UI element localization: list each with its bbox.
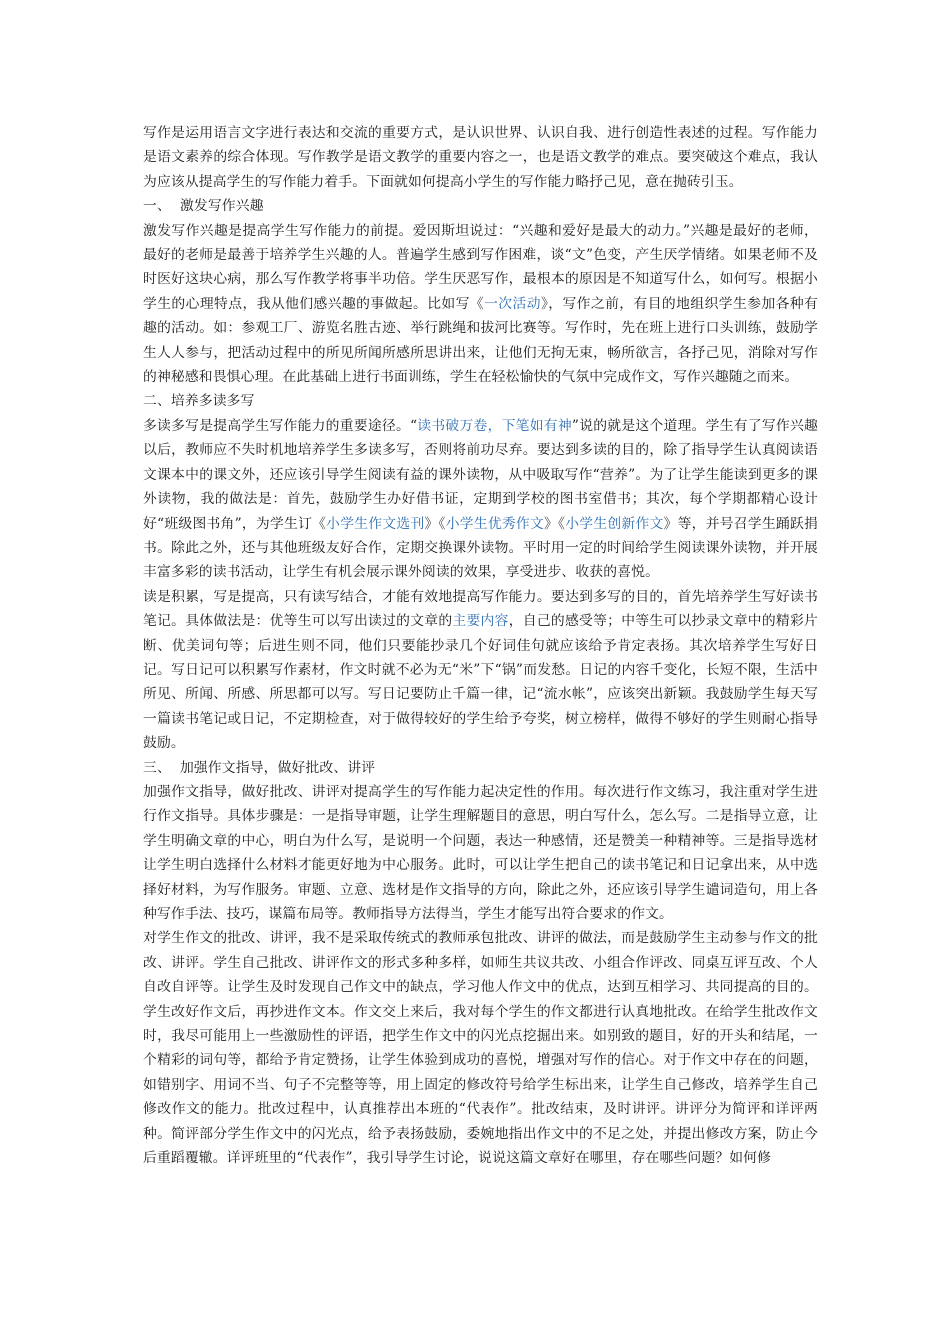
section-2-heading: 二、培养多读多写 xyxy=(143,393,255,410)
section-3-paragraph-2: 对学生作文的批改、讲评，我不是采取传统式的教师承包批改、讲评的做法，而是鼓励学生主动参与作文的批改、讲评。学生自己批改、讲评作文的形式多种多样，如师生共议共改、小组合作评改、同桌互评互改、个人自改自评等。让学生及时发现自己作文中的缺点，学习他人作文中的优点，达到互相学习、共同提高的目的。学生改好作文后，再抄进作文本。作文交上来后，我对每个学生的作文都进行认真地批改。在给学生批改作文时，我尽可能用上一些激励性的评语，把学生作文中的闪光点挖掘出来。如别致的题目，好的开头和结尾，一个精彩的词句等，都给予肯定赞扬，让学生体验到成功的喜悦，增强对写作的信心。对于作文中存在的问题，如错别字、用词不当、句子不完整等等，用上固定的修改符号给学生标出来，让学生自己修改，培养学生自己修改作文的能力。批改过程中，认真推荐出本班的“代表作”。批改结束，及时讲评。讲评分为简评和详评两种。简评部分学生作文中的闪光点，给予表扬鼓励，委婉地指出作文中的不足之处，并提出修改方案，防止今后重蹈覆辙。详评班里的“代表作”，我引导学生讨论，说说这篇文章好在哪里，存在哪些问题？如何修 xyxy=(143,930,818,1167)
section-3-heading: 三、 加强作文指导，做好批改、讲评 xyxy=(143,759,376,776)
section-2-paragraph-1 xyxy=(143,414,818,585)
section-2-paragraph-2 xyxy=(143,585,818,756)
section-1-paragraph xyxy=(143,219,818,390)
section-2-p2-text-a: 读是积累，写是提高，只有读写结合，才能有效地提高写作能力。要达到多写的目的，首先培养学生写好读书笔记。具体做法是：优等生可以写出读过的文章的 xyxy=(143,588,818,630)
link-xiao-xue-sheng-you-xiu-zuo-wen[interactable]: 小学生优秀作文 xyxy=(445,515,545,532)
document-page xyxy=(143,121,818,1170)
section-2-text-e: 》等，并号召学生踊跃捐书。除此之外，还与其他班级友好合作，定期交换课外读物。平时用一定的时间给学生阅读课外读物，并开展丰富多彩的读书活动，让学生有机会展示课外阅读的效果，享受进步、收获的喜悦。 xyxy=(143,515,818,581)
section-2-text-c: 》《 xyxy=(424,515,446,532)
link-xiao-xue-sheng-chuang-xin-zuo-wen[interactable]: 小学生创新作文 xyxy=(565,515,664,532)
section-2-text-d: 》《 xyxy=(544,515,566,532)
link-yi-ci-huo-dong[interactable]: 一次活动 xyxy=(484,295,541,312)
section-2-text-b: ”说的就是这个道理。学生有了写作兴趣以后，教师应不失时机地培养学生多读多写，否则将前功尽弃。要达到多读的目的，除了指导学生认真阅读语文课本中的课文外，还应该引导学生阅读有益的课外读物，从中吸取写作“营养”。为了让学生能读到更多的课外读物，我的做法是：首先，鼓励学生办好借书证，定期到学校的图书室借书；其次，每个学期都精心设计好“班级图书角”，为学生订《 xyxy=(143,417,818,532)
link-xiao-xue-sheng-zuo-wen-xuan-kan[interactable]: 小学生作文选刊 xyxy=(326,515,425,532)
link-du-shu-po-wan-juan[interactable]: 读书破万卷，下笔如有神 xyxy=(417,417,572,434)
section-3-paragraph-1: 加强作文指导，做好批改、讲评对提高学生的写作能力起决定性的作用。每次进行作文练习，我注重对学生进行作文指导。具体步骤是：一是指导审题，让学生理解题目的意思，明白写什么，怎么写。二是指导立意，让学生明确文章的中心，明白为什么写，是说明一个问题，表达一种感情，还是赞美一种精神等。三是指导选材让学生明白选择什么材料才能更好地为中心服务。此时，可以让学生把自己的读书笔记和日记拿出来，从中选择好材料，为写作服务。审题、立意、选材是作文指导的方向，除此之外，还应该引导学生谴词造句，用上各种写作手法、技巧，谋篇布局等。教师指导方法得当，学生才能写出符合要求的作文。 xyxy=(143,783,818,922)
section-1-text-a: 激发写作兴趣是提高学生写作能力的前提。爱因斯坦说过：“兴趣和爱好是最大的动力。”兴趣是最好的老师，最好的老师是最善于培养学生兴趣的人。普遍学生感到写作困难，谈“文”色变，产生厌学情绪。如果老师不及时医好这块心病，那么写作教学将事半功倍。学生厌恶写作，最根本的原因是不知道写什么，如何写。根据小学生的心理特点，我从他们感兴趣的事做起。比如写《 xyxy=(143,222,818,312)
section-1-heading: 一、 激发写作兴趣 xyxy=(143,198,264,215)
link-zhu-yao-nei-rong[interactable]: 主要内容 xyxy=(452,613,509,630)
section-2-p2-text-b: ，自己的感受等；中等生可以抄录文章中的精彩片断、优美词句等；后进生则不同，他们只要能抄录几个好词佳句就应该给予肯定表扬。其次培养学生写好日记。写日记可以积累写作素材，作文时就不必为无“米”下“锅”而发愁。日记的内容千变化，长短不限，生活中所见、所闻、所感、所思都可以写。写日记要防止千篇一律，记“流水帐”，应该突出新颖。我鼓励学生每天写一篇读书笔记或日记，不定期检查，对于做得较好的学生给予夸奖，树立榜样，做得不够好的学生则耐心指导鼓励。 xyxy=(143,613,818,752)
section-2-text-a: 多读多写是提高学生写作能力的重要途径。“ xyxy=(143,417,418,434)
intro-paragraph: 写作是运用语言文字进行表达和交流的重要方式，是认识世界、认识自我、进行创造性表述的过程。写作能力是语文素养的综合体现。写作教学是语文教学的重要内容之一，也是语文教学的难点。要突破这个难点，我认为应该从提高学生的写作能力着手。下面就如何提高小学生的写作能力略抒己见，意在抛砖引玉。 xyxy=(143,125,818,190)
section-1-text-b: 》，写作之前，有目的地组织学生参加各种有趣的活动。如：参观工厂、游览名胜古迹、举行跳绳和拔河比赛等。写作时，先在班上进行口头训练，鼓励学生人人参与，把活动过程中的所见所闻所感所思讲出来，让他们无拘无束，畅所欲言，各抒己见，消除对写作的神秘感和畏惧心理。在此基础上进行书面训练，学生在轻松愉快的气氛中完成作文，写作兴趣随之而来。 xyxy=(143,295,818,386)
